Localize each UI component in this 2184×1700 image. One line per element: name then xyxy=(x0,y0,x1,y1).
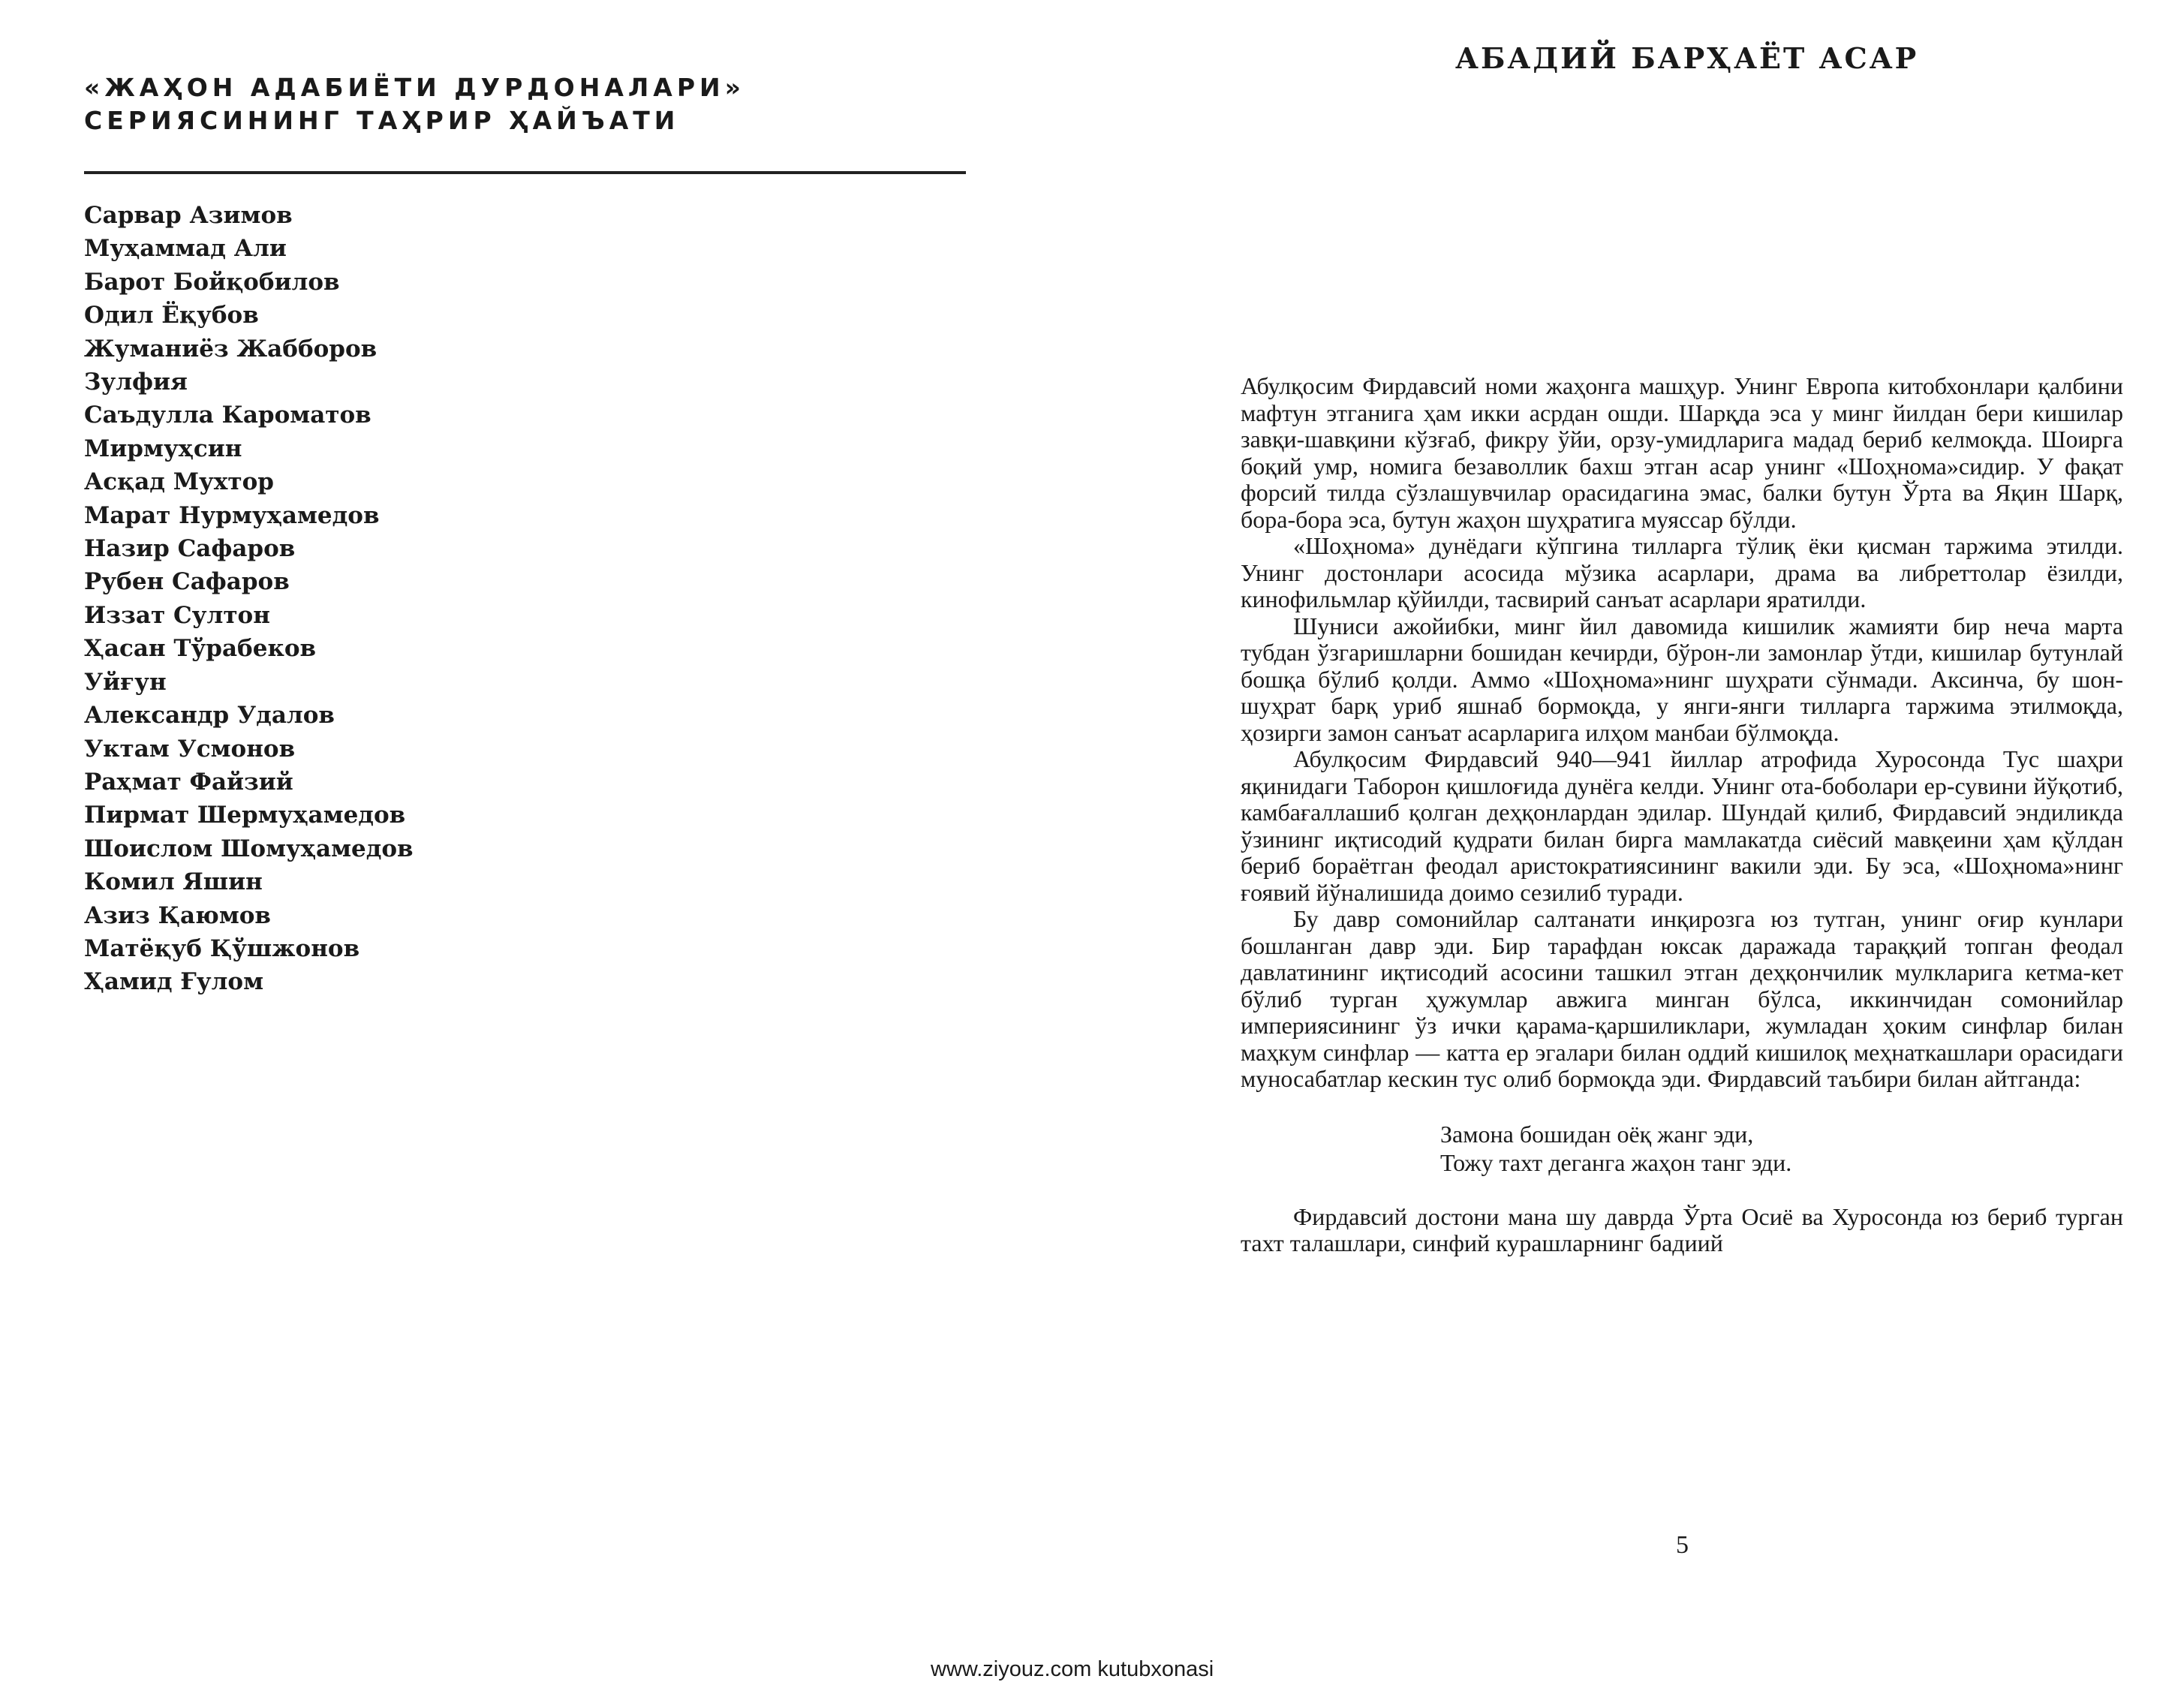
member-name: Иззат Султон xyxy=(84,601,270,629)
board-title-line-1: «ЖАҲОН АДАБИЁТИ ДУРДОНАЛАРИ» xyxy=(84,73,745,102)
essay-title: АБАДИЙ БАРҲАЁТ АСАР xyxy=(1455,41,1919,75)
member-name: Одил Ёқубов xyxy=(84,302,259,329)
member-name: Шоислом Шомуҳамедов xyxy=(84,835,414,862)
essay-body xyxy=(1241,373,2123,1257)
member-name: Уктам Усмонов xyxy=(84,735,296,763)
paragraph: Абулқосим Фирдавсий номи жаҳонга машҳур. Унинг Европа китобхонлари қалбини мафтун этганига ҳам икки асрдан ошди. Шарқда эса у минг йилдан бери кишилар завқи-шавқини кўзғаб, фикру ўйи, орзу-умидларига мадад бериб келмоқда. Шоирга боқий умр, номига безаволлик бахш этган асар унинг «Шоҳнома»сидир. У фақат форсий тилда сўзлашувчилар орасидагина эмас, балки бутун Ўрта ва Яқин Шарқ, бора-бора эса, бутун жаҳон шуҳратига муяссар бўлди. xyxy=(1241,372,2123,533)
member-name: Муҳаммад Али xyxy=(84,235,287,263)
member-name: Александр Удалов xyxy=(84,702,335,730)
member-name: Асқад Мухтор xyxy=(84,468,274,496)
member-name: Пирмат Шермуҳамедов xyxy=(84,802,406,829)
page-number: 5 xyxy=(1676,1531,1689,1559)
member-name: Барот Бойқобилов xyxy=(84,268,340,296)
board-title-line-2: СЕРИЯСИНИНГ ТАҲРИР ҲАЙЪАТИ xyxy=(84,106,680,135)
paragraph: Шуниси ажойибки, минг йил давомида кишилик жамияти бир неча марта тубдан ўзгаришларни бошидан кечирди, бўрон-ли замонлар ўтди, кишилар бутунлай бошқа бўлиб қолди. Аммо «Шоҳнома»нинг шуҳрати сўнмади. Аксинча, бу шон-шуҳрат барқ уриб яшнаб бормоқда, у янги-янги тилларга таржима этилмоқда, ҳозирги замон санъат асарларига илҳом манбаи бўлмоқда. xyxy=(1241,612,2123,746)
member-name: Ҳамид Ғулом xyxy=(84,968,264,996)
member-name: Рубен Сафаров xyxy=(84,568,290,596)
paragraph: Фирдавсий достони мана шу даврда Ўрта Осиё ва Хуросонда юз бериб турган тахт талашлари, синфий курашларнинг бадиий xyxy=(1241,1202,2123,1256)
title-divider xyxy=(84,171,966,174)
member-name: Назир Сафаров xyxy=(84,535,296,563)
member-name: Ҳасан Тўрабеков xyxy=(84,635,317,663)
verse-line: Замона бошидан оёқ жанг эди, xyxy=(1440,1120,1754,1148)
right-page xyxy=(1092,0,2184,1700)
member-name: Азиз Қаюмов xyxy=(84,901,271,929)
paragraph: «Шоҳнома» дунёдаги кўпгина тилларга тўлиқ ёки қисман таржима этилди. Унинг достонлари асосида мўзика асарлари, драма ва либреттолар ёзилди, кинофильмлар қўйилди, тасвирий санъат асарлари яратилди. xyxy=(1241,532,2123,612)
member-name: Зулфия xyxy=(84,369,188,396)
paragraph: Абулқосим Фирдавсий 940—941 йиллар атрофида Хуросонда Тус шаҳри яқинидаги Таборон қишлоғида дунёга келди. Унинг ота-боболари ер-сувини йўқотиб, камбағаллашиб қолган деҳқонлардан эдилар. Шундай қилиб, Фирдавсий эндиликда ўзининг иқтисодий қудрати билан бирга мамлакатда сиёсий мавқеини ҳам қўлдан бериб бораётган феодал аристократиясининг вакили эди. Бу эса, «Шоҳнома»нинг ғоявий йўналишида доимо сезилиб туради. xyxy=(1241,745,2123,906)
editorial-board-members xyxy=(84,199,414,999)
member-name: Сарвар Азимов xyxy=(84,202,293,229)
editorial-board-title xyxy=(84,71,745,137)
member-name: Раҳмат Файзий xyxy=(84,768,293,796)
member-name: Уйғун xyxy=(84,668,167,696)
verse-line: Тожу тахт деганга жаҳон танг эди. xyxy=(1440,1148,1792,1176)
member-name: Мирмуҳсин xyxy=(84,435,242,462)
member-name: Саъдулла Кароматов xyxy=(84,402,372,429)
member-name: Комил Яшин xyxy=(84,868,263,896)
verse-quote xyxy=(1440,1120,2123,1177)
member-name: Жуманиёз Жабборов xyxy=(84,335,378,363)
paragraph: Бу давр сомонийлар салтанати инқирозга юз тутган, унинг оғир кунлари бошланган давр эди. Бир тарафдан юксак даражада тараққий топган феодал давлатининг иқтисодий асосини ташкил этган деҳқончилик мулкларига кетма-кет бўлиб турган ҳужумлар авжига минган бўлса, иккинчидан сомонийлар империясининг ўз ички қарама-қаршиликлари, жумладан ҳоким синфлар билан маҳкум синфлар — катта ер эгалари билан оддий кишилоқ меҳнаткашлари орасидаги муносабатлар кескин тус олиб бормоқда эди. Фирдавсий таъбири билан айтганда: xyxy=(1241,905,2123,1092)
footer-watermark-site: www.ziyouz.com kutubxonasi xyxy=(931,1657,1214,1681)
member-name: Матёқуб Қўшжонов xyxy=(84,934,360,962)
member-name: Марат Нурмуҳамедов xyxy=(84,501,380,529)
